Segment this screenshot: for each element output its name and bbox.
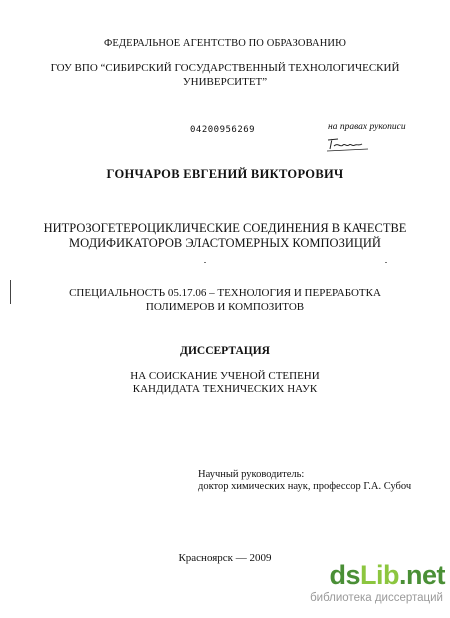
- dslib-watermark: [305, 560, 445, 612]
- logo-part-lib: Lib: [359, 560, 399, 590]
- degree-line1: НА СОИСКАНИЕ УЧЕНОЙ СТЕПЕНИ: [130, 370, 320, 382]
- logo-part-net: .net: [398, 560, 445, 590]
- manuscript-rights-note: на правах рукописи: [328, 122, 406, 132]
- specialty-line1: СПЕЦИАЛЬНОСТЬ 05.17.06 – ТЕХНОЛОГИЯ И ПЕРЕРАБОТКА: [69, 287, 381, 299]
- place-and-year: Красноярск — 2009: [178, 552, 272, 564]
- dissertation-title-line2: МОДИФИКАТОРОВ ЭЛАСТОМЕРНЫХ КОМПОЗИЦИЙ: [69, 236, 381, 250]
- supervisor-name: доктор химических наук, профессор Г.А. Субоч: [198, 481, 412, 492]
- university-name-line2: УНИВЕРСИТЕТ”: [182, 76, 268, 88]
- author-name: ГОНЧАРОВ ЕВГЕНИЙ ВИКТОРОВИЧ: [106, 167, 344, 181]
- university-name-line1: ГОУ ВПО “СИБИРСКИЙ ГОСУДАРСТВЕННЫЙ ТЕХНОЛОГИЧЕСКИЙ: [50, 62, 400, 74]
- watermark-subtitle: библиотека диссертаций: [310, 592, 443, 604]
- logo-part-ds: ds: [329, 560, 360, 590]
- scan-speck: [385, 262, 387, 263]
- supervisor-label: Научный руководитель:: [198, 469, 305, 480]
- degree-line2: КАНДИДАТА ТЕХНИЧЕСКИХ НАУК: [132, 383, 318, 395]
- registration-number: 04200956269: [190, 125, 256, 135]
- work-type-heading: ДИССЕРТАЦИЯ: [180, 345, 270, 357]
- dissertation-title-line1: НИТРОЗОГЕТЕРОЦИКЛИЧЕСКИЕ СОЕДИНЕНИЯ В КАЧЕСТВЕ: [43, 221, 407, 235]
- agency-header: ФЕДЕРАЛЬНОЕ АГЕНТСТВО ПО ОБРАЗОВАНИЮ: [104, 38, 346, 49]
- signature-image: [324, 132, 374, 154]
- specialty-line2: ПОЛИМЕРОВ И КОМПОЗИТОВ: [145, 301, 305, 313]
- dslib-logo: [329, 560, 445, 591]
- scan-speck: [204, 262, 206, 263]
